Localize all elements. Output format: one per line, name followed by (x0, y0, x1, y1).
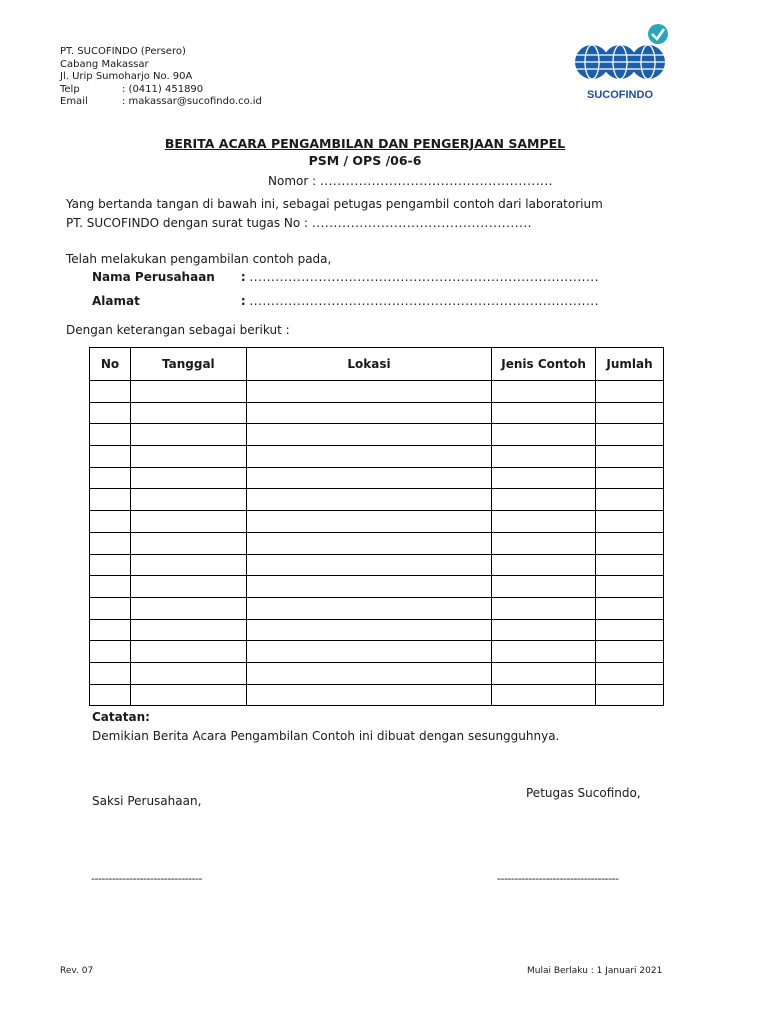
table-cell[interactable] (90, 467, 131, 489)
header-tanggal: Tanggal (130, 348, 246, 381)
company-name-input[interactable]: ................................................................................. (249, 270, 599, 284)
table-cell[interactable] (246, 511, 491, 533)
table-cell[interactable] (492, 662, 596, 684)
table-cell[interactable] (492, 489, 596, 511)
nomor-field (268, 174, 553, 188)
sample-table (89, 347, 664, 706)
header-jumlah: Jumlah (596, 348, 664, 381)
officer-label: Petugas Sucofindo, (526, 786, 641, 800)
table-cell[interactable] (130, 381, 246, 403)
table-row (90, 619, 664, 641)
table-cell[interactable] (246, 684, 491, 706)
table-cell[interactable] (492, 532, 596, 554)
table-cell[interactable] (130, 619, 246, 641)
table-cell[interactable] (596, 381, 664, 403)
table-cell[interactable] (90, 641, 131, 663)
address-input[interactable]: ................................................................................. (249, 294, 599, 308)
table-cell[interactable] (130, 489, 246, 511)
table-cell[interactable] (90, 381, 131, 403)
table-cell[interactable] (596, 576, 664, 598)
table-cell[interactable] (596, 619, 664, 641)
table-row (90, 511, 664, 533)
document-title: BERITA ACARA PENGAMBILAN DAN PENGERJAAN SAMPEL (164, 136, 566, 151)
effective-date: Mulai Berlaku : 1 Januari 2021 (527, 966, 663, 976)
table-intro: Dengan keterangan sebagai berikut : (66, 323, 290, 337)
table-cell[interactable] (492, 467, 596, 489)
field-separator: : (240, 294, 246, 308)
table-cell[interactable] (596, 424, 664, 446)
phone-label: Telp (60, 83, 80, 95)
table-cell[interactable] (90, 511, 131, 533)
table-cell[interactable] (246, 446, 491, 468)
table-cell[interactable] (130, 684, 246, 706)
table-cell[interactable] (130, 467, 246, 489)
table-cell[interactable] (246, 597, 491, 619)
surat-tugas-value[interactable]: ................................................... (311, 216, 532, 230)
table-row (90, 402, 664, 424)
table-row (90, 381, 664, 403)
table-cell[interactable] (90, 684, 131, 706)
table-row (90, 467, 664, 489)
field-label: Alamat (92, 294, 140, 308)
table-cell[interactable] (492, 619, 596, 641)
company-name: PT. SUCOFINDO (Persero) (60, 46, 186, 57)
table-cell[interactable] (596, 446, 664, 468)
table-cell[interactable] (130, 446, 246, 468)
table-row (90, 554, 664, 576)
company-phone (60, 84, 262, 97)
field-separator: : (240, 270, 246, 284)
company-info (60, 46, 262, 109)
table-cell[interactable] (90, 554, 131, 576)
surat-tugas-label: PT. SUCOFINDO dengan surat tugas No : (66, 216, 309, 230)
table-row (90, 597, 664, 619)
table-cell[interactable] (492, 424, 596, 446)
header-jenis-contoh: Jenis Contoh (492, 348, 596, 381)
table-cell[interactable] (492, 446, 596, 468)
table-row (90, 684, 664, 706)
field-company-name (92, 270, 599, 284)
table-cell[interactable] (596, 489, 664, 511)
table-cell[interactable] (130, 662, 246, 684)
field-address (92, 294, 599, 308)
witness-label: Saksi Perusahaan, (92, 794, 202, 808)
nomor-value[interactable]: ...................................................... (319, 174, 553, 188)
witness-signature-line[interactable]: -------------------------------- (91, 872, 203, 885)
table-cell[interactable] (492, 381, 596, 403)
table-cell[interactable] (246, 402, 491, 424)
notes-label: Catatan: (92, 710, 150, 724)
table-cell[interactable] (246, 576, 491, 598)
table-body (90, 381, 664, 706)
email-label: Email (60, 96, 88, 108)
table-cell[interactable] (246, 381, 491, 403)
table-row (90, 662, 664, 684)
intro-line-2 (66, 216, 532, 230)
table-cell[interactable] (492, 554, 596, 576)
document-code: PSM / OPS /06-6 (308, 153, 422, 168)
table-cell[interactable] (246, 554, 491, 576)
table-header-row (90, 348, 664, 381)
table-cell[interactable] (90, 424, 131, 446)
table-row (90, 489, 664, 511)
table-cell[interactable] (130, 532, 246, 554)
table-cell[interactable] (130, 511, 246, 533)
table-cell[interactable] (596, 467, 664, 489)
table-cell[interactable] (492, 597, 596, 619)
table-cell[interactable] (596, 402, 664, 424)
table-cell[interactable] (130, 576, 246, 598)
field-label: Nama Perusahaan (92, 270, 215, 284)
header-lokasi: Lokasi (246, 348, 491, 381)
check-badge-icon (648, 24, 668, 44)
table-cell[interactable] (492, 402, 596, 424)
table-cell[interactable] (130, 597, 246, 619)
intro-line-1: Yang bertanda tangan di bawah ini, sebagai petugas pengambil contoh dari laboratorium (66, 197, 603, 211)
table-row (90, 641, 664, 663)
table-cell[interactable] (130, 424, 246, 446)
table-cell[interactable] (596, 662, 664, 684)
nomor-label: Nomor : (268, 174, 317, 188)
table-row (90, 532, 664, 554)
company-email (60, 96, 262, 109)
table-cell[interactable] (130, 402, 246, 424)
logo-text: SUCOFINDO (587, 89, 653, 101)
table-cell[interactable] (90, 532, 131, 554)
table-cell[interactable] (90, 597, 131, 619)
revision-label: Rev. 07 (60, 966, 94, 976)
table-cell[interactable] (492, 641, 596, 663)
table-cell[interactable] (246, 489, 491, 511)
sampling-intro: Telah melakukan pengambilan contoh pada, (66, 252, 332, 266)
table-cell[interactable] (246, 662, 491, 684)
table-cell[interactable] (246, 424, 491, 446)
table-cell[interactable] (90, 662, 131, 684)
table-cell[interactable] (246, 619, 491, 641)
table-cell[interactable] (130, 554, 246, 576)
table-cell[interactable] (492, 576, 596, 598)
officer-signature-line[interactable]: ----------------------------------- (497, 872, 619, 885)
table-cell[interactable] (246, 467, 491, 489)
table-cell[interactable] (596, 597, 664, 619)
company-address: Jl. Urip Sumoharjo No. 90A (60, 71, 193, 83)
table-cell[interactable] (492, 684, 596, 706)
table-row (90, 446, 664, 468)
table-row (90, 576, 664, 598)
email-value: : makassar@sucofindo.co.id (122, 96, 262, 108)
notes-statement: Demikian Berita Acara Pengambilan Contoh ini dibuat dengan sesungguhnya. (92, 729, 560, 743)
sucofindo-logo (572, 22, 668, 102)
header-no: No (90, 348, 131, 381)
table-cell[interactable] (90, 576, 131, 598)
phone-value: : (0411) 451890 (122, 83, 204, 95)
table-cell[interactable] (596, 554, 664, 576)
table-cell[interactable] (492, 511, 596, 533)
company-branch: Cabang Makassar (60, 58, 149, 70)
table-cell[interactable] (596, 511, 664, 533)
table-cell[interactable] (596, 532, 664, 554)
table-cell[interactable] (246, 641, 491, 663)
table-cell[interactable] (90, 402, 131, 424)
table-cell[interactable] (90, 489, 131, 511)
table-cell[interactable] (90, 619, 131, 641)
table-row (90, 424, 664, 446)
table-cell[interactable] (90, 446, 131, 468)
table-cell[interactable] (130, 641, 246, 663)
table-cell[interactable] (596, 684, 664, 706)
table-cell[interactable] (596, 641, 664, 663)
table-cell[interactable] (246, 532, 491, 554)
